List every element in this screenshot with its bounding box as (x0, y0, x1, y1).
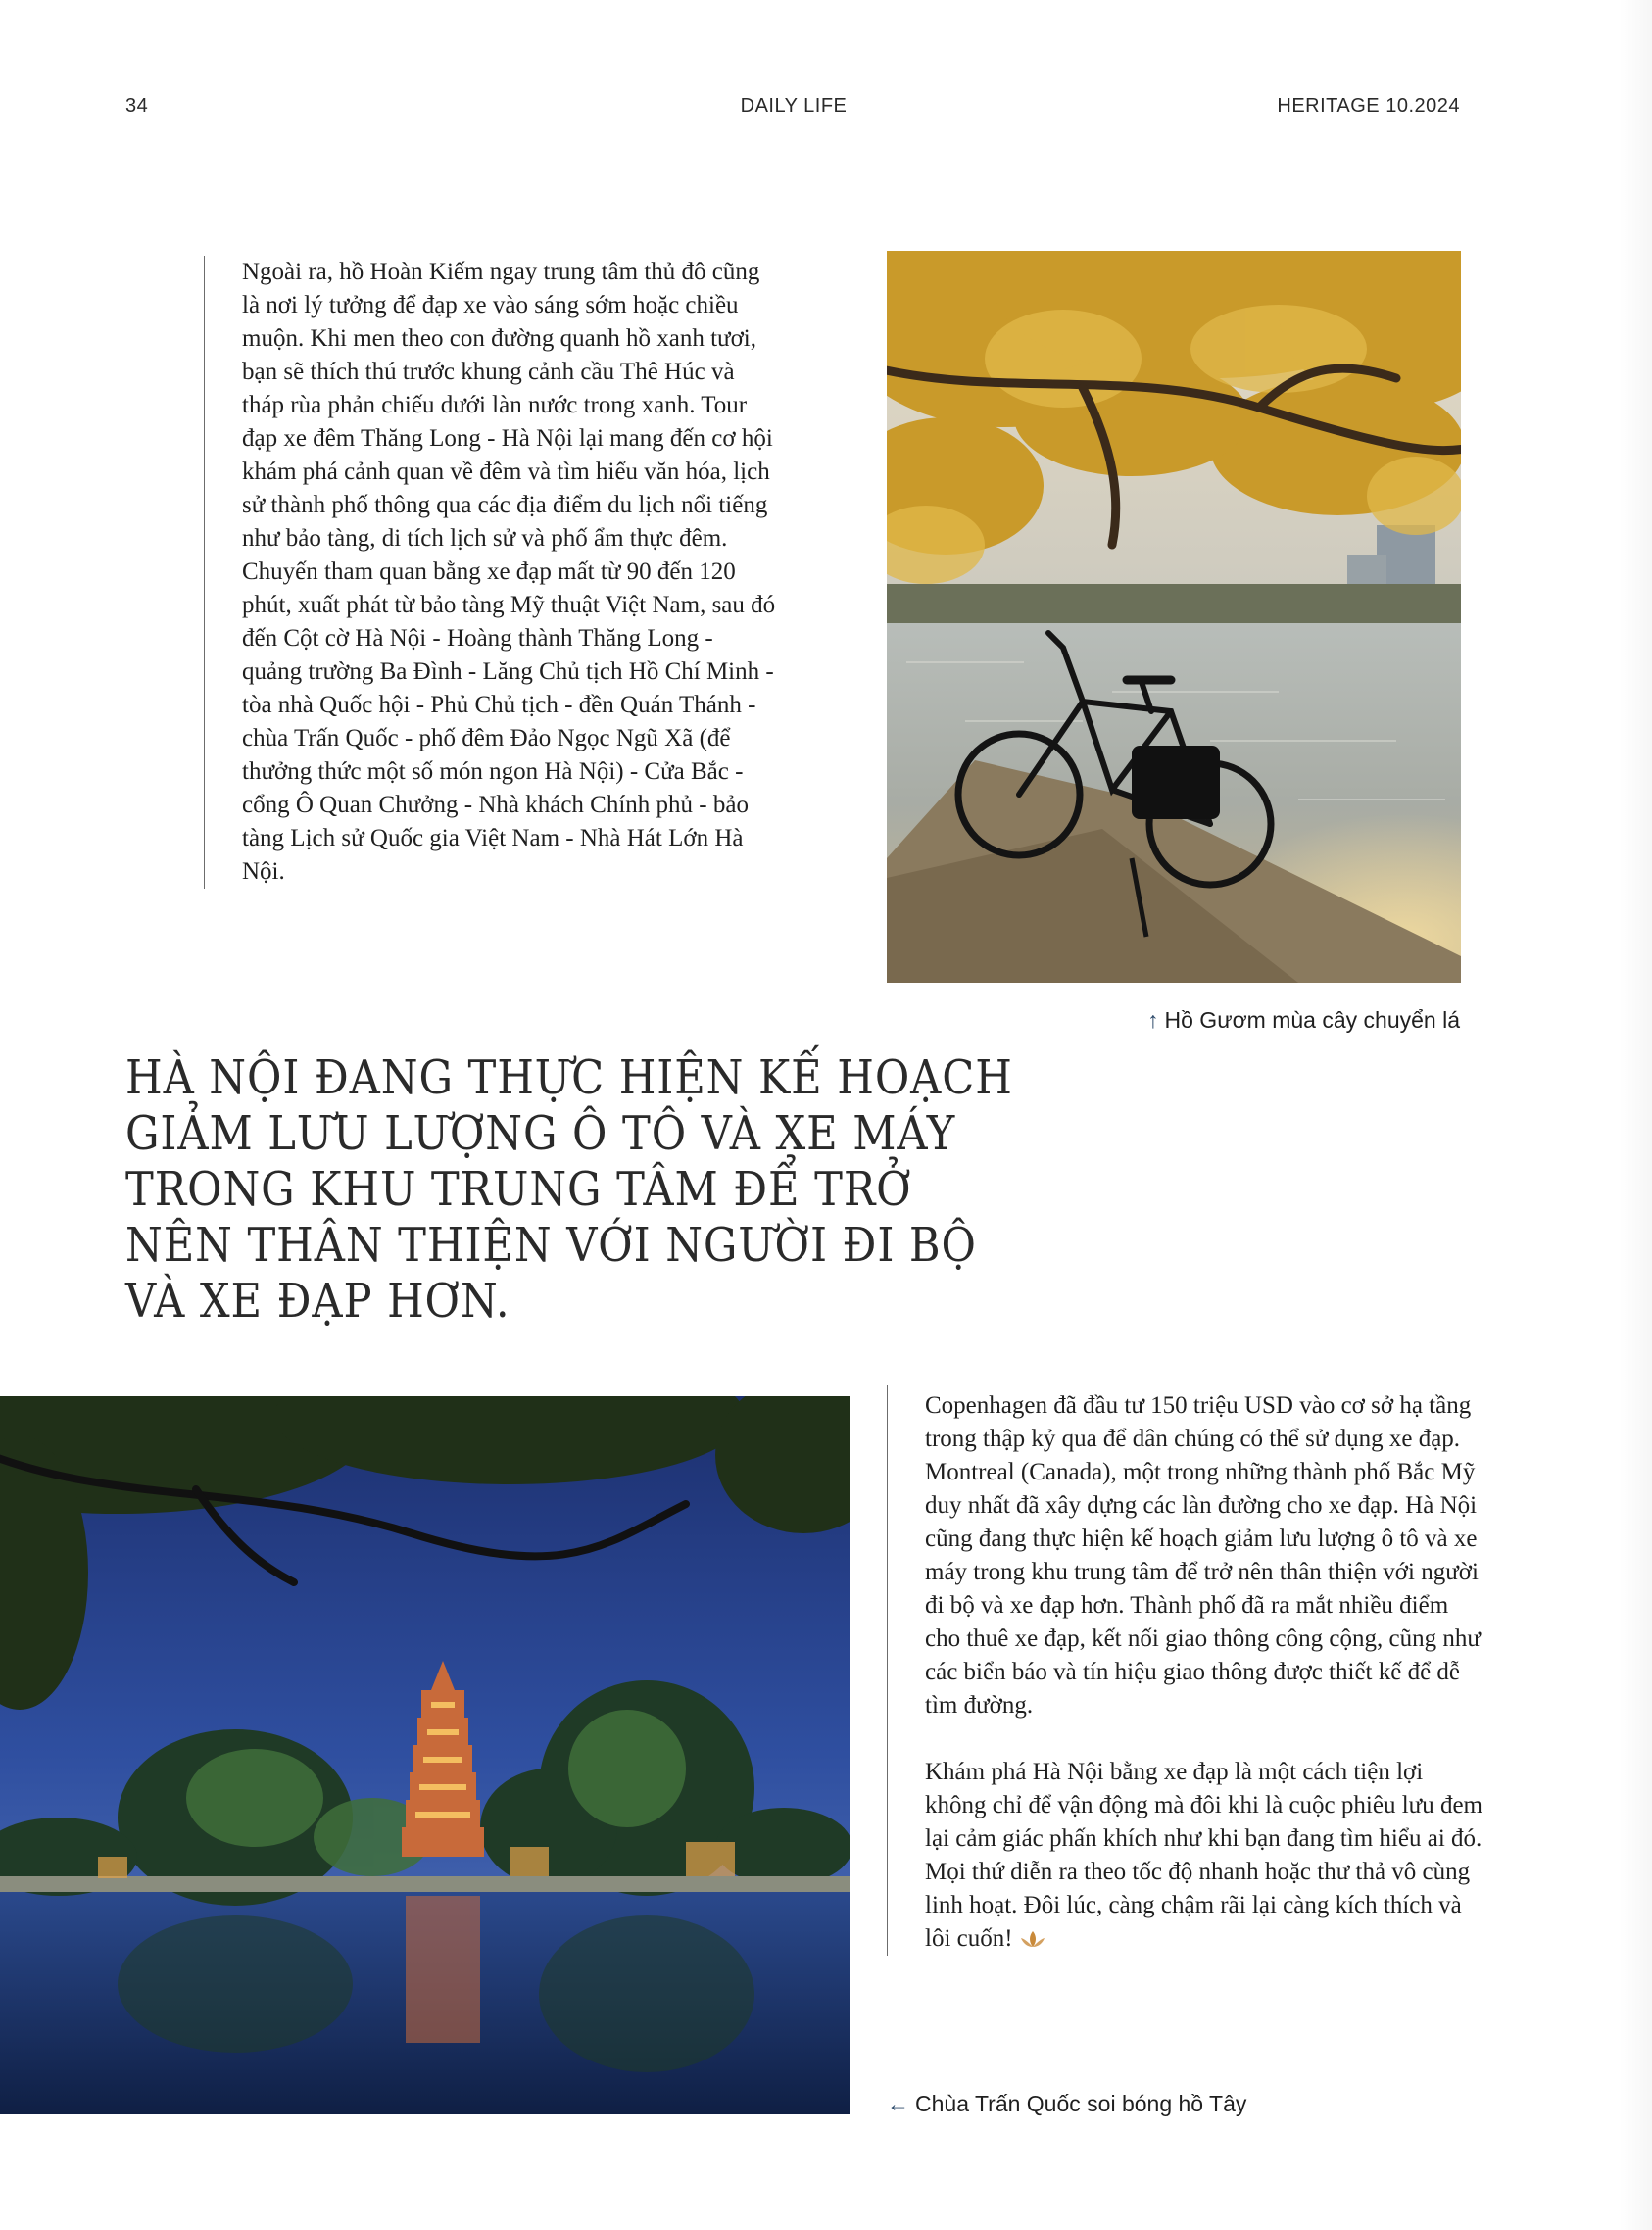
article-column-1 (204, 256, 778, 889)
lotus-icon (1019, 1930, 1046, 1948)
page-number: 34 (125, 95, 149, 117)
photo-caption-1 (1147, 1007, 1460, 1034)
section-label: DAILY LIFE (740, 95, 848, 117)
caption-text: Chùa Trấn Quốc soi bóng hồ Tây (915, 2091, 1247, 2116)
arrow-up-icon: ↑ (1147, 1007, 1159, 1033)
pull-quote: HÀ NỘI ĐANG THỰC HIỆN KẾ HOẠCH GIẢM LƯU LƯỢNG Ô TÔ VÀ XE MÁY TRONG KHU TRUNG TÂM ĐỂ TRỞ NÊN THÂN THIỆN VỚI NGƯỜI ĐI BỘ VÀ XE ĐẠP HƠN. (125, 1050, 1013, 1329)
photo-tran-quoc-pagoda (0, 1396, 850, 2114)
photo-hoan-kiem-bicycle (887, 251, 1461, 983)
issue-label: HERITAGE 10.2024 (1277, 95, 1460, 117)
arrow-left-icon: ← (887, 2091, 909, 2116)
article-paragraph: Ngoài ra, hồ Hoàn Kiếm ngay trung tâm thủ đô cũng là nơi lý tưởng để đạp xe vào sáng sớm hoặc chiều muộn. Khi men theo con đường quanh hồ xanh tươi, bạn sẽ thích thú trước khung cảnh cầu Thê Húc và tháp rùa phản chiếu dưới làn nước trong xanh. Tour đạp xe đêm Thăng Long - Hà Nội lại mang đến cơ hội khám phá cảnh quan về đêm và tìm hiểu văn hóa, lịch sử thành phố thông qua các địa điểm du lịch nổi tiếng như bảo tàng, di tích lịch sử và phố ẩm thực đêm. Chuyến tham quan bằng xe đạp mất từ 90 đến 120 phút, xuất phát từ bảo tàng Mỹ thuật Việt Nam, sau đó đến Cột cờ Hà Nội - Hoàng thành Thăng Long - quảng trường Ba Đình - Lăng Chủ tịch Hồ Chí Minh - tòa nhà Quốc hội - Phủ Chủ tịch - đền Quán Thánh - chùa Trấn Quốc - phố đêm Đảo Ngọc Ngũ Xã (để thưởng thức một số món ngon Hà Nội) - Cửa Bắc - cổng Ô Quan Chưởng - Nhà khách Chính phủ - bảo tàng Lịch sử Quốc gia Việt Nam - Nhà Hát Lớn Hà Nội. (242, 259, 776, 885)
page-edge-shadow (1619, 0, 1652, 2230)
photo-caption-2 (887, 2091, 1246, 2117)
article-paragraph-end (925, 1756, 1484, 1956)
article-column-2 (887, 1385, 1484, 1956)
article-paragraph-text: Khám phá Hà Nội bằng xe đạp là một cách tiện lợi không chỉ để vận động mà đôi khi là cuộc phiêu lưu đem lại cảm giác phấn khích như khi bạn đang tìm hiểu ai đó. Mọi thứ diễn ra theo tốc độ nhanh hoặc thư thả vô cùng linh hoạt. Đôi lúc, càng chậm rãi lại càng kích thích và lôi cuốn! (925, 1759, 1482, 1952)
caption-text: Hồ Gươm mùa cây chuyển lá (1164, 1007, 1460, 1033)
article-paragraph: Copenhagen đã đầu tư 150 triệu USD vào cơ sở hạ tầng trong thập kỷ qua để dân chúng có thể sử dụng xe đạp. Montreal (Canada), một trong những thành phố Bắc Mỹ duy nhất đã xây dựng các làn đường cho xe đạp. Hà Nội cũng đang thực hiện kế hoạch giảm lưu lượng ô tô và xe máy trong khu trung tâm để trở nên thân thiện với người đi bộ và xe đạp hơn. Thành phố đã ra mắt nhiều điểm cho thuê xe đạp, kết nối giao thông công cộng, cũng như các biển báo và tín hiệu giao thông được thiết kế để dễ tìm đường. (925, 1392, 1481, 1719)
